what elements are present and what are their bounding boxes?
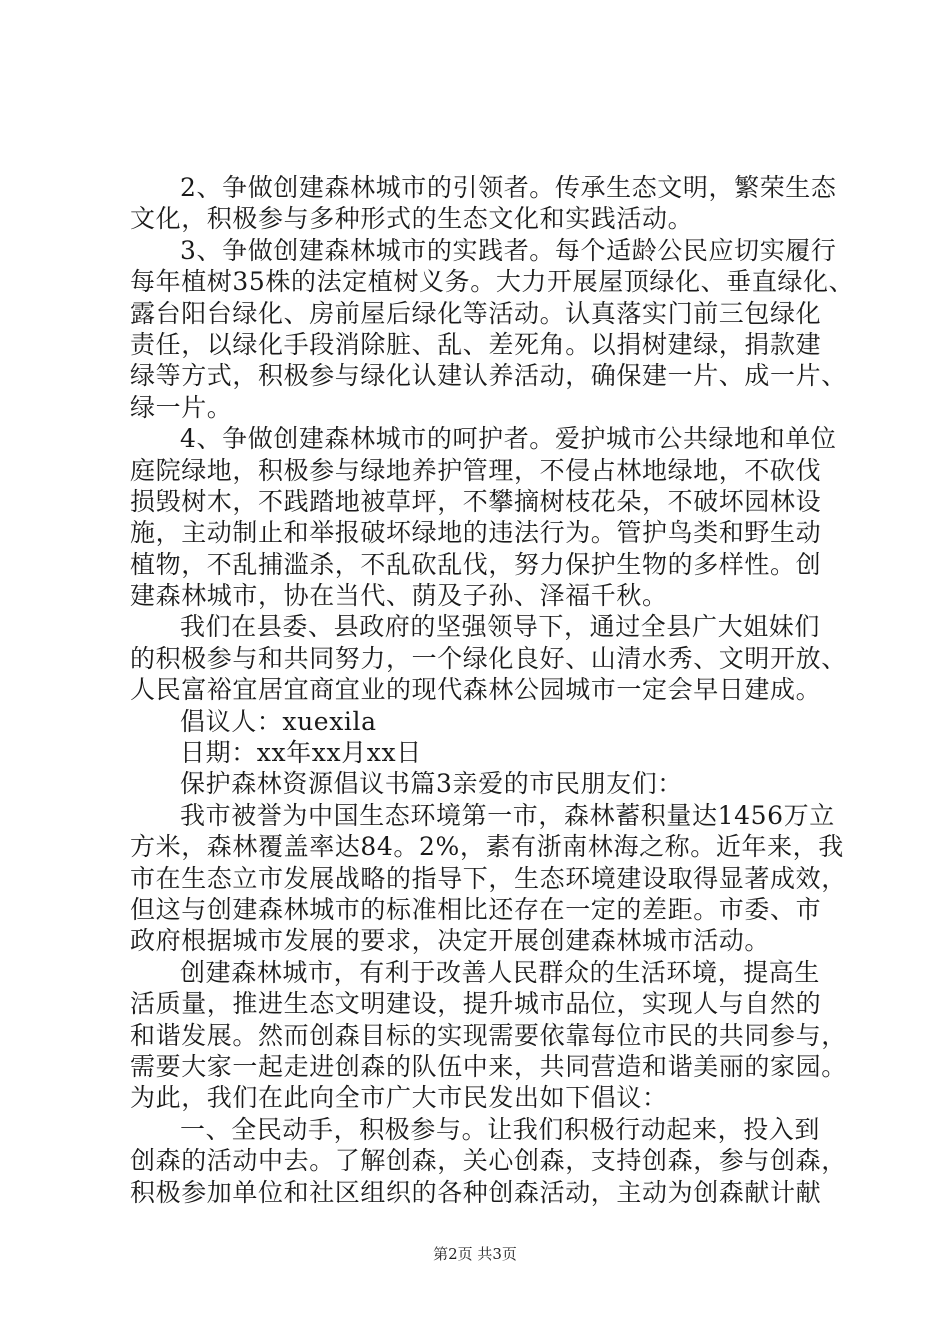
text-line: 倡议人：xuexila — [180, 706, 377, 736]
text-line: 政府根据城市发展的要求，决定开展创建森林城市活动。 — [130, 926, 771, 956]
text-line: 但这与创建森林城市的标准相比还存在一定的差距。市委、市 — [130, 894, 822, 924]
text-line: 活质量，推进生态文明建设，提升城市品位，实现人与自然的 — [130, 989, 822, 1019]
text-line: 损毁树木，不践踏地被草坪，不攀摘树枝花朵，不破坏园林设 — [130, 486, 822, 516]
document-body — [130, 172, 855, 1208]
text-line: 创森的活动中去。了解创森，关心创森，支持创森，参与创森， — [130, 1146, 847, 1176]
text-line: 我们在县委、县政府的坚强领导下，通过全县广大姐妹们 — [180, 612, 821, 642]
text-line: 方米，森林覆盖率达84。2%，素有浙南林海之称。近年来，我 — [130, 832, 844, 862]
text-line: 庭院绿地，积极参与绿地养护管理，不侵占林地绿地，不砍伐 — [130, 455, 822, 485]
text-line: 一、全民动手，积极参与。让我们积极行动起来，投入到 — [180, 1114, 821, 1144]
text-line: 绿等方式，积极参与绿化认建认养活动，确保建一片、成一片、 — [130, 361, 847, 391]
text-line: 绿一片。 — [130, 392, 233, 422]
text-line: 创建森林城市，有利于改善人民群众的生活环境，提高生 — [180, 957, 821, 987]
text-line: 积极参加单位和社区组织的各种创森活动，主动为创森献计献 — [130, 1177, 822, 1207]
text-line: 文化，积极参与多种形式的生态文化和实践活动。 — [130, 204, 694, 234]
text-line: 的积极参与和共同努力，一个绿化良好、山清水秀、文明开放、 — [130, 643, 847, 673]
text-line: 每年植树35株的法定植树义务。大力开展屋顶绿化、垂直绿化、 — [130, 267, 855, 297]
text-line: 为此，我们在此向全市广大市民发出如下倡议： — [130, 1083, 668, 1113]
text-line: 施，主动制止和举报破坏绿地的违法行为。管护鸟类和野生动 — [130, 518, 822, 548]
text-line: 我市被誉为中国生态环境第一市，森林蓄积量达1456万立 — [180, 800, 835, 830]
text-line: 市在生态立市发展战略的指导下，生态环境建设取得显著成效， — [130, 863, 847, 893]
text-line: 3、争做创建森林城市的实践者。每个适龄公民应切实履行 — [180, 235, 837, 265]
text-line: 露台阳台绿化、房前屋后绿化等活动。认真落实门前三包绿化 — [130, 298, 822, 328]
text-line: 2、争做创建森林城市的引领者。传承生态文明，繁荣生态 — [180, 173, 837, 202]
text-line: 需要大家一起走进创森的队伍中来，共同营造和谐美丽的家园。 — [130, 1051, 847, 1081]
text-line: 植物，不乱捕滥杀，不乱砍乱伐，努力保护生物的多样性。创 — [130, 549, 822, 579]
text-line: 人民富裕宜居宜商宜业的现代森林公园城市一定会早日建成。 — [130, 675, 822, 705]
text-line: 4、争做创建森林城市的呵护者。爱护城市公共绿地和单位 — [180, 424, 837, 454]
page-footer: 第2页 共3页 — [433, 1245, 517, 1263]
text-line: 保护森林资源倡议书篇3亲爱的市民朋友们： — [180, 769, 683, 799]
text-line: 和谐发展。然而创森目标的实现需要依靠每位市民的共同参与， — [130, 1020, 847, 1050]
text-line: 日期：xx年xx月xx日 — [180, 738, 422, 768]
text-line: 责任，以绿化手段消除脏、乱、差死角。以捐树建绿，捐款建 — [130, 329, 822, 359]
text-line: 建森林城市，协在当代、荫及子孙、泽福千秋。 — [130, 581, 668, 611]
